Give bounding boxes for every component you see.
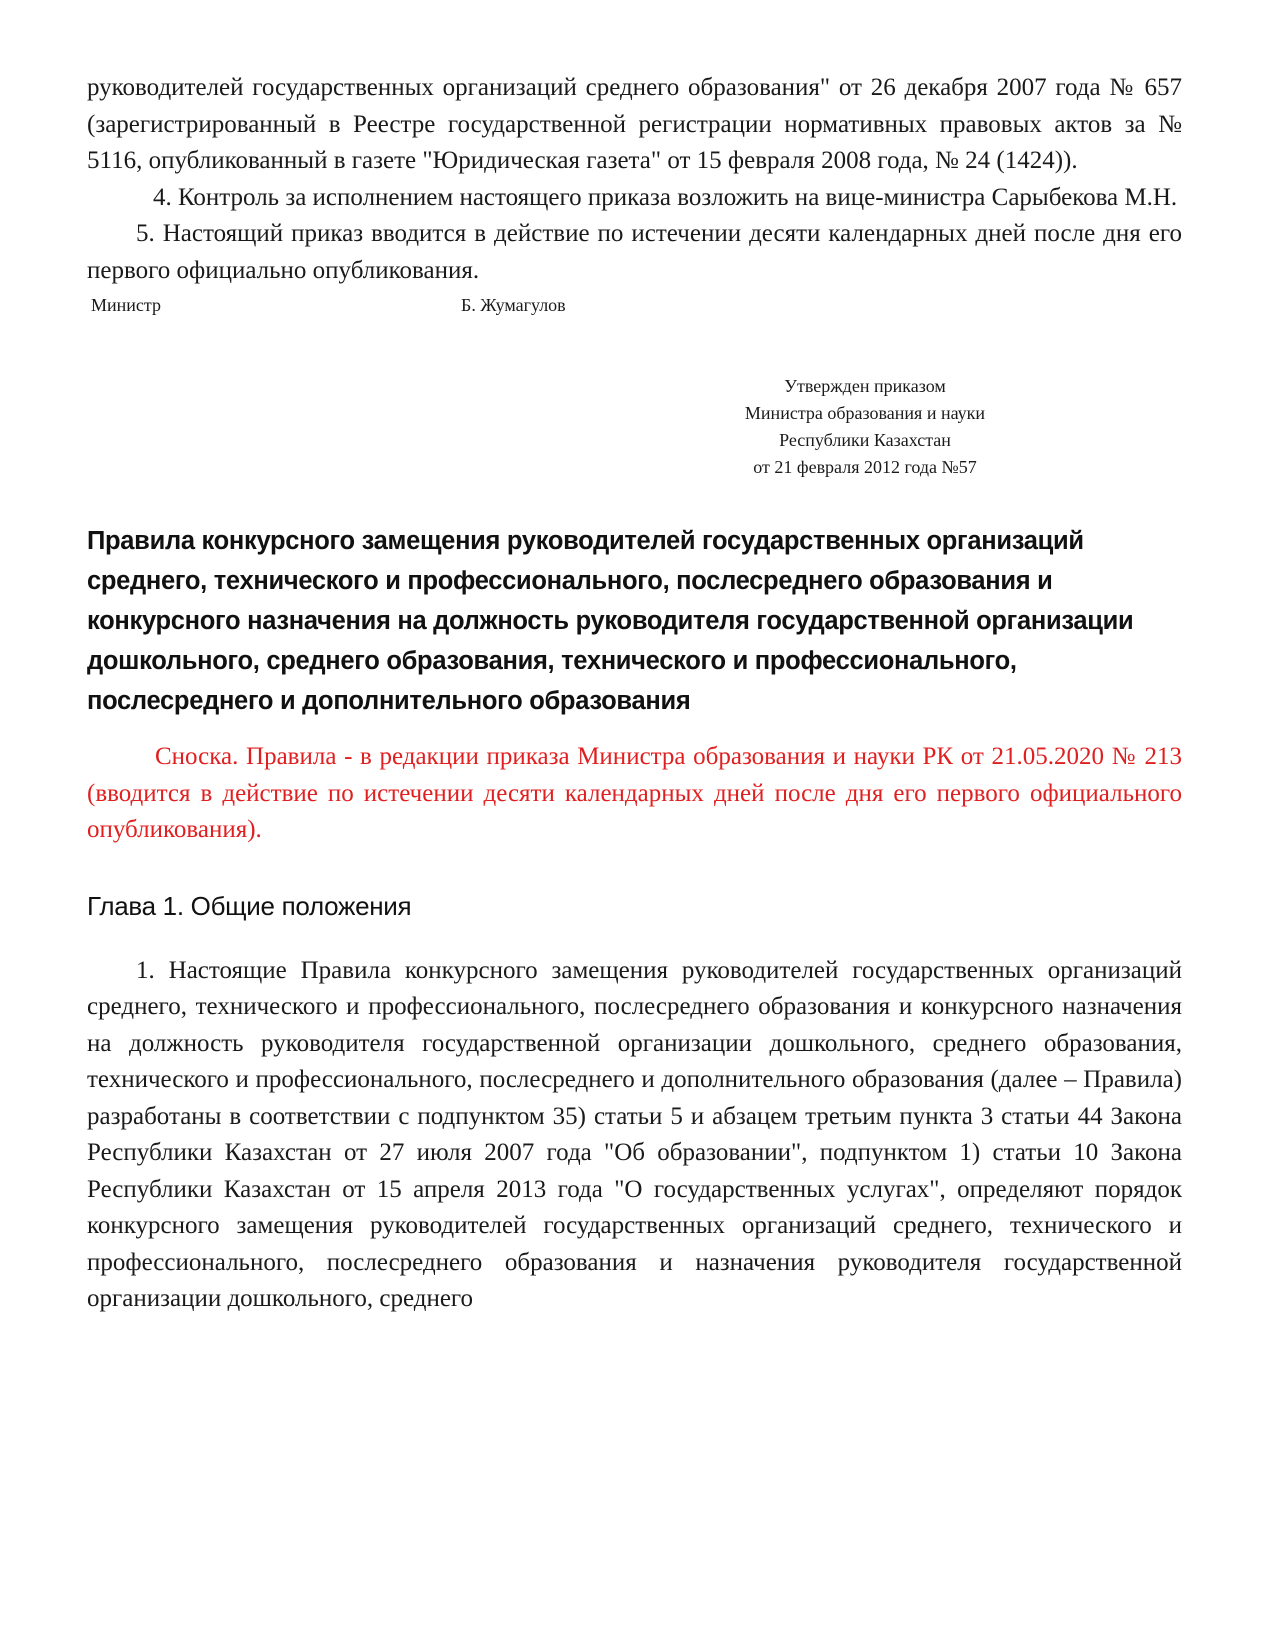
document-title: Правила конкурсного замещения руководителей государственных организаций среднего, технического и профессионального, послесреднего образования и конкурсного назначения на должность руководителя государственной организации дошкольного, среднего образования, технического и профессионального, послесреднего и дополнительного образования	[87, 527, 1134, 715]
footnote: Сноска. Правила - в редакции приказа Министра образования и науки РК от 21.05.2020 № 213 (вводится в действие по истечении десяти календарных дней после дня его первого официального опубликования).	[87, 743, 1182, 843]
approval-line: от 21 февраля 2012 года №57	[753, 457, 977, 477]
paragraph-previous-order: руководителей государственных организаций среднего образования" от 26 декабря 2007 года № 657 (зарегистрированный в Реестре государственной регистрации нормативных правовых актов за № 5116, опубликованный в газете "Юридическая газета" от 15 февраля 2008 года, № 24 (1424)).	[87, 74, 1182, 174]
signature-block	[87, 293, 1182, 323]
approval-line: Республики Казахстан	[779, 430, 951, 450]
document-page	[87, 70, 1182, 1318]
chapter-heading: Глава 1. Общие положения	[87, 890, 412, 921]
paragraph-effective-clause: 5. Настоящий приказ вводится в действие по истечении десяти календарных дней после дня его первого официально опубликования.	[87, 220, 1182, 284]
section-1-paragraph: 1. Настоящие Правила конкурсного замещения руководителей государственных организаций среднего, технического и профессионального, послесреднего образования и конкурсного назначения на должность руководителя государственной организации дошкольного, среднего образования, технического и профессионального, послесреднего и дополнительного образования (далее – Правила) разработаны в соответствии с подпунктом 35) статьи 5 и абзацем третьим пункта 3 статьи 44 Закона Республики Казахстан от 27 июля 2007 года "Об образовании", подпунктом 1) статьи 10 Закона Республики Казахстан от 15 апреля 2013 года "О государственных услугах", определяют порядок конкурсного замещения руководителей государственных организаций среднего, технического и профессионального, послесреднего образования и назначения руководителя государственной организации дошкольного, среднего	[87, 956, 1182, 1312]
approval-line: Министра образования и науки	[744, 403, 986, 423]
paragraph-control-clause: 4. Контроль за исполнением настоящего приказа возложить на вице-министра Сарыбекова М.Н.	[153, 183, 1178, 211]
approval-stamp-text	[715, 373, 1015, 481]
signature-role: Министр	[91, 295, 161, 315]
signature-name: Б. Жумагулов	[461, 295, 566, 315]
approval-line: Утвержден приказом	[784, 376, 946, 396]
